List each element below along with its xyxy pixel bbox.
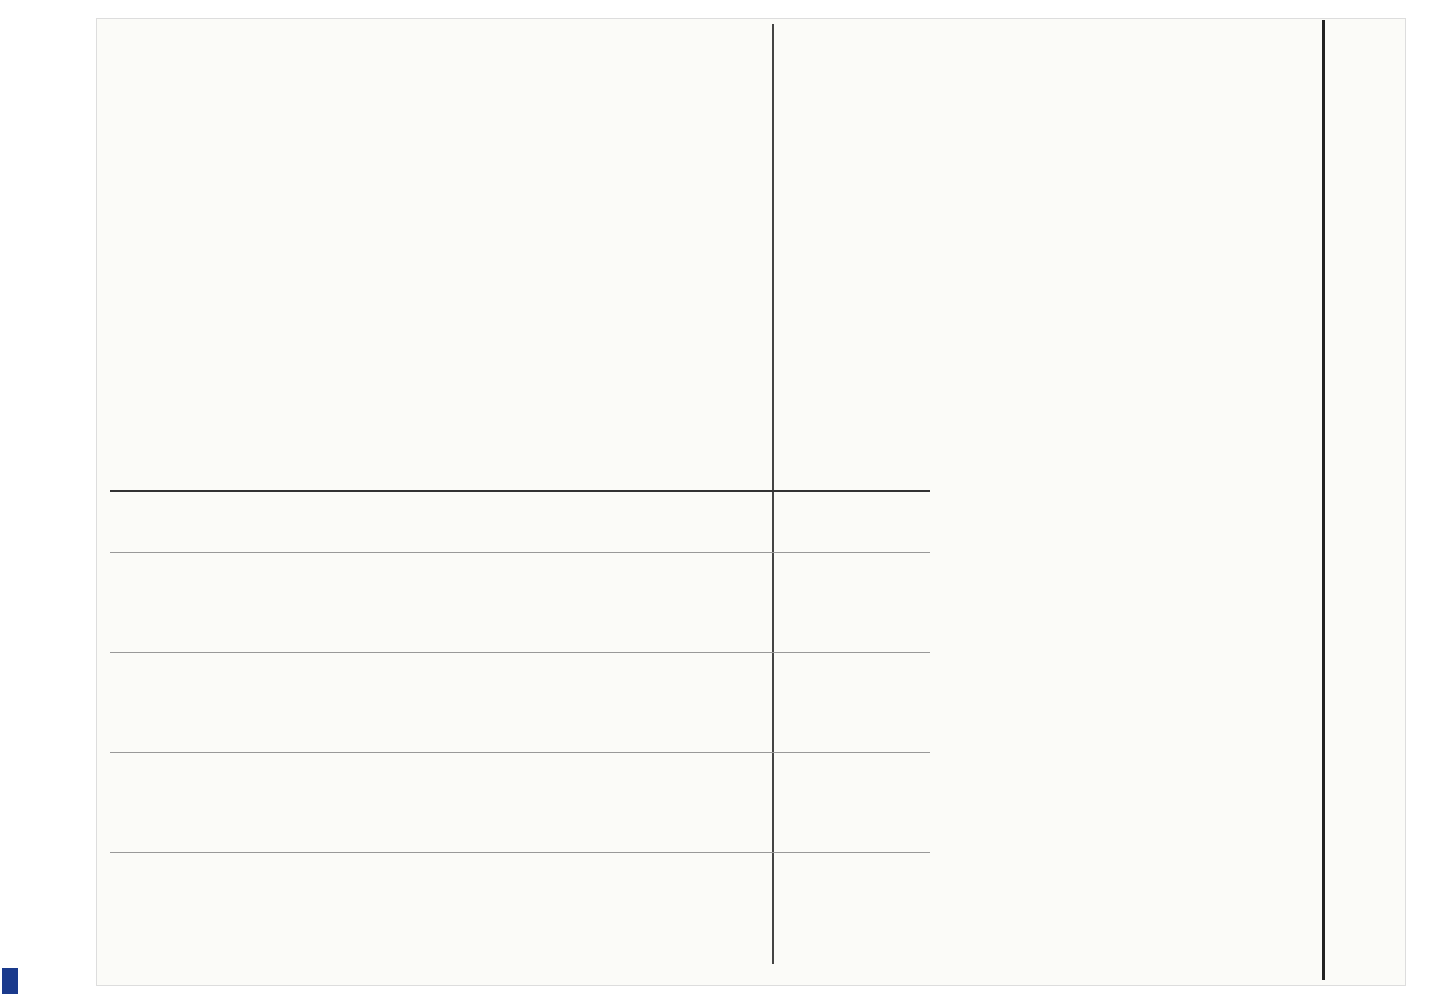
table-rule [110,852,930,853]
table-rule [110,552,930,553]
digitization-footer [0,600,20,995]
body-text-left-column [110,24,770,484]
table-rule [110,752,930,753]
body-text-right-column [780,24,1310,484]
header-rule [1322,20,1325,980]
page-header-title [1336,20,1376,980]
page-number [1380,900,1410,980]
dfg-logo-icon [2,968,18,994]
distance-table [110,490,930,932]
table-rule [110,652,930,653]
